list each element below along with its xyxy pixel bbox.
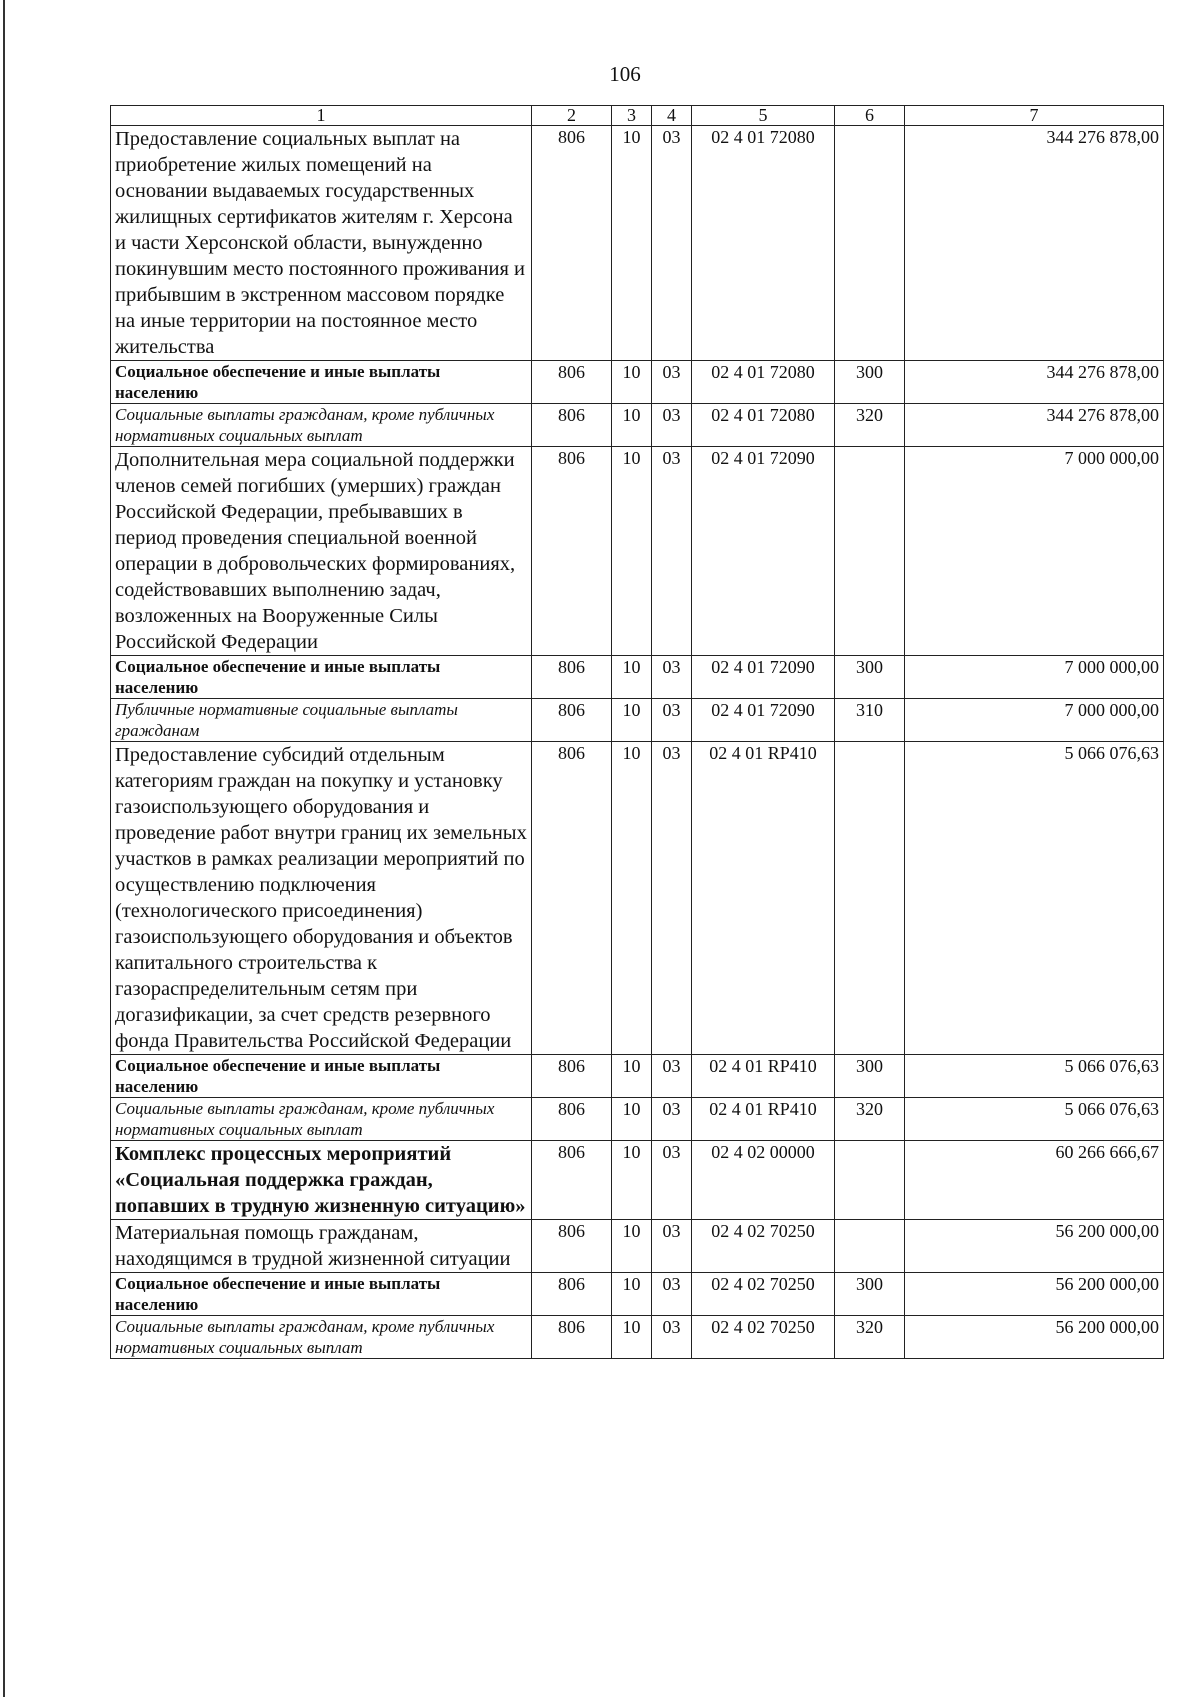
expense-type-cell: 310 <box>835 699 905 742</box>
expense-type-cell: 320 <box>835 404 905 447</box>
target-article-cell: 02 4 01 72080 <box>692 404 835 447</box>
ministry-code-cell: 806 <box>532 1273 612 1316</box>
subsection-cell: 03 <box>652 656 692 699</box>
subsection-cell: 03 <box>652 1220 692 1273</box>
target-article-cell: 02 4 01 RP410 <box>692 1055 835 1098</box>
target-article-cell: 02 4 01 72080 <box>692 361 835 404</box>
amount-cell: 56 200 000,00 <box>905 1220 1164 1273</box>
amount-cell: 5 066 076,63 <box>905 1055 1164 1098</box>
section-cell: 10 <box>612 1098 652 1141</box>
table-row <box>111 1141 1164 1220</box>
budget-table <box>110 105 1164 1359</box>
subsection-cell: 03 <box>652 699 692 742</box>
target-article-cell: 02 4 01 RP410 <box>692 1098 835 1141</box>
table-row <box>111 447 1164 656</box>
expense-type-cell <box>835 1220 905 1273</box>
column-number: 6 <box>835 106 905 126</box>
column-number: 7 <box>905 106 1164 126</box>
amount-cell: 344 276 878,00 <box>905 126 1164 361</box>
page-edge-line <box>3 0 5 1697</box>
table-row <box>111 699 1164 742</box>
subsection-cell: 03 <box>652 1316 692 1359</box>
column-number: 5 <box>692 106 835 126</box>
amount-cell: 60 266 666,67 <box>905 1141 1164 1220</box>
section-cell: 10 <box>612 404 652 447</box>
amount-cell: 7 000 000,00 <box>905 656 1164 699</box>
amount-cell: 56 200 000,00 <box>905 1316 1164 1359</box>
row-name-cell: Предоставление субсидий отдельным категориям граждан на покупку и установку газоиспользующего оборудования и проведение работ внутри границ их земельных участков в рамках реализации мероприятий по осуществлению подключения (технологического присоединения) газоиспользующего оборудования и объектов капитального строительства к газораспределительным сетям при догазификации, за счет средств резервного фонда Правительства Российской Федерации <box>111 742 532 1055</box>
expense-type-cell <box>835 126 905 361</box>
subsection-cell: 03 <box>652 1141 692 1220</box>
ministry-code-cell: 806 <box>532 1055 612 1098</box>
row-name-cell: Социальное обеспечение и иные выплаты населению <box>111 1273 532 1316</box>
expense-type-cell <box>835 742 905 1055</box>
subsection-cell: 03 <box>652 447 692 656</box>
row-name-cell: Социальные выплаты гражданам, кроме публичных нормативных социальных выплат <box>111 404 532 447</box>
ministry-code-cell: 806 <box>532 1220 612 1273</box>
subsection-cell: 03 <box>652 1273 692 1316</box>
table-row <box>111 126 1164 361</box>
ministry-code-cell: 806 <box>532 699 612 742</box>
row-name-cell: Социальные выплаты гражданам, кроме публичных нормативных социальных выплат <box>111 1316 532 1359</box>
expense-type-cell: 300 <box>835 1273 905 1316</box>
ministry-code-cell: 806 <box>532 656 612 699</box>
row-name-cell: Публичные нормативные социальные выплаты гражданам <box>111 699 532 742</box>
target-article-cell: 02 4 02 00000 <box>692 1141 835 1220</box>
amount-cell: 56 200 000,00 <box>905 1273 1164 1316</box>
ministry-code-cell: 806 <box>532 126 612 361</box>
subsection-cell: 03 <box>652 126 692 361</box>
row-name-cell: Предоставление социальных выплат на приобретение жилых помещений на основании выдаваемых государственных жилищных сертификатов жителям г. Херсона и части Херсонской области, вынужденно покинувшим место постоянного проживания и прибывшим в экстренном массовом порядке на иные территории на постоянное место жительства <box>111 126 532 361</box>
section-cell: 10 <box>612 1316 652 1359</box>
row-name-cell: Материальная помощь гражданам, находящимся в трудной жизненной ситуации <box>111 1220 532 1273</box>
subsection-cell: 03 <box>652 1098 692 1141</box>
ministry-code-cell: 806 <box>532 447 612 656</box>
section-cell: 10 <box>612 742 652 1055</box>
table-row <box>111 656 1164 699</box>
ministry-code-cell: 806 <box>532 742 612 1055</box>
subsection-cell: 03 <box>652 404 692 447</box>
expense-type-cell: 300 <box>835 361 905 404</box>
section-cell: 10 <box>612 361 652 404</box>
target-article-cell: 02 4 02 70250 <box>692 1273 835 1316</box>
column-number: 3 <box>612 106 652 126</box>
row-name-cell: Социальные выплаты гражданам, кроме публичных нормативных социальных выплат <box>111 1098 532 1141</box>
target-article-cell: 02 4 02 70250 <box>692 1220 835 1273</box>
expense-type-cell: 300 <box>835 1055 905 1098</box>
target-article-cell: 02 4 01 72080 <box>692 126 835 361</box>
section-cell: 10 <box>612 1273 652 1316</box>
table-row <box>111 742 1164 1055</box>
row-name-cell: Социальное обеспечение и иные выплаты населению <box>111 1055 532 1098</box>
expense-type-cell: 320 <box>835 1098 905 1141</box>
table-row <box>111 404 1164 447</box>
column-number: 4 <box>652 106 692 126</box>
row-name-cell: Социальное обеспечение и иные выплаты населению <box>111 656 532 699</box>
amount-cell: 5 066 076,63 <box>905 1098 1164 1141</box>
target-article-cell: 02 4 01 72090 <box>692 447 835 656</box>
table-row <box>111 1055 1164 1098</box>
row-name-cell: Социальное обеспечение и иные выплаты населению <box>111 361 532 404</box>
table-row <box>111 1273 1164 1316</box>
table-row <box>111 1098 1164 1141</box>
amount-cell: 5 066 076,63 <box>905 742 1164 1055</box>
section-cell: 10 <box>612 1141 652 1220</box>
row-name-cell: Дополнительная мера социальной поддержки членов семей погибших (умерших) граждан Российской Федерации, пребывавших в период проведения специальной военной операции в добровольческих формированиях, содействовавших выполнению задач, возложенных на Вооруженные Силы Российской Федерации <box>111 447 532 656</box>
section-cell: 10 <box>612 126 652 361</box>
column-number: 1 <box>111 106 532 126</box>
section-cell: 10 <box>612 1055 652 1098</box>
subsection-cell: 03 <box>652 742 692 1055</box>
amount-cell: 7 000 000,00 <box>905 447 1164 656</box>
target-article-cell: 02 4 02 70250 <box>692 1316 835 1359</box>
target-article-cell: 02 4 01 RP410 <box>692 742 835 1055</box>
target-article-cell: 02 4 01 72090 <box>692 699 835 742</box>
table-row <box>111 1316 1164 1359</box>
section-cell: 10 <box>612 447 652 656</box>
ministry-code-cell: 806 <box>532 1141 612 1220</box>
table-body <box>111 106 1164 1359</box>
column-number: 2 <box>532 106 612 126</box>
target-article-cell: 02 4 01 72090 <box>692 656 835 699</box>
amount-cell: 7 000 000,00 <box>905 699 1164 742</box>
row-name-cell: Комплекс процессных мероприятий «Социальная поддержка граждан, попавших в трудную жизненную ситуацию» <box>111 1141 532 1220</box>
amount-cell: 344 276 878,00 <box>905 361 1164 404</box>
section-cell: 10 <box>612 699 652 742</box>
expense-type-cell <box>835 447 905 656</box>
ministry-code-cell: 806 <box>532 1316 612 1359</box>
ministry-code-cell: 806 <box>532 404 612 447</box>
subsection-cell: 03 <box>652 361 692 404</box>
table-row <box>111 1220 1164 1273</box>
ministry-code-cell: 806 <box>532 1098 612 1141</box>
ministry-code-cell: 806 <box>532 361 612 404</box>
expense-type-cell <box>835 1141 905 1220</box>
subsection-cell: 03 <box>652 1055 692 1098</box>
table-row <box>111 361 1164 404</box>
section-cell: 10 <box>612 1220 652 1273</box>
amount-cell: 344 276 878,00 <box>905 404 1164 447</box>
section-cell: 10 <box>612 656 652 699</box>
expense-type-cell: 320 <box>835 1316 905 1359</box>
expense-type-cell: 300 <box>835 656 905 699</box>
page-number: 106 <box>609 62 641 86</box>
column-number-row <box>111 106 1164 126</box>
